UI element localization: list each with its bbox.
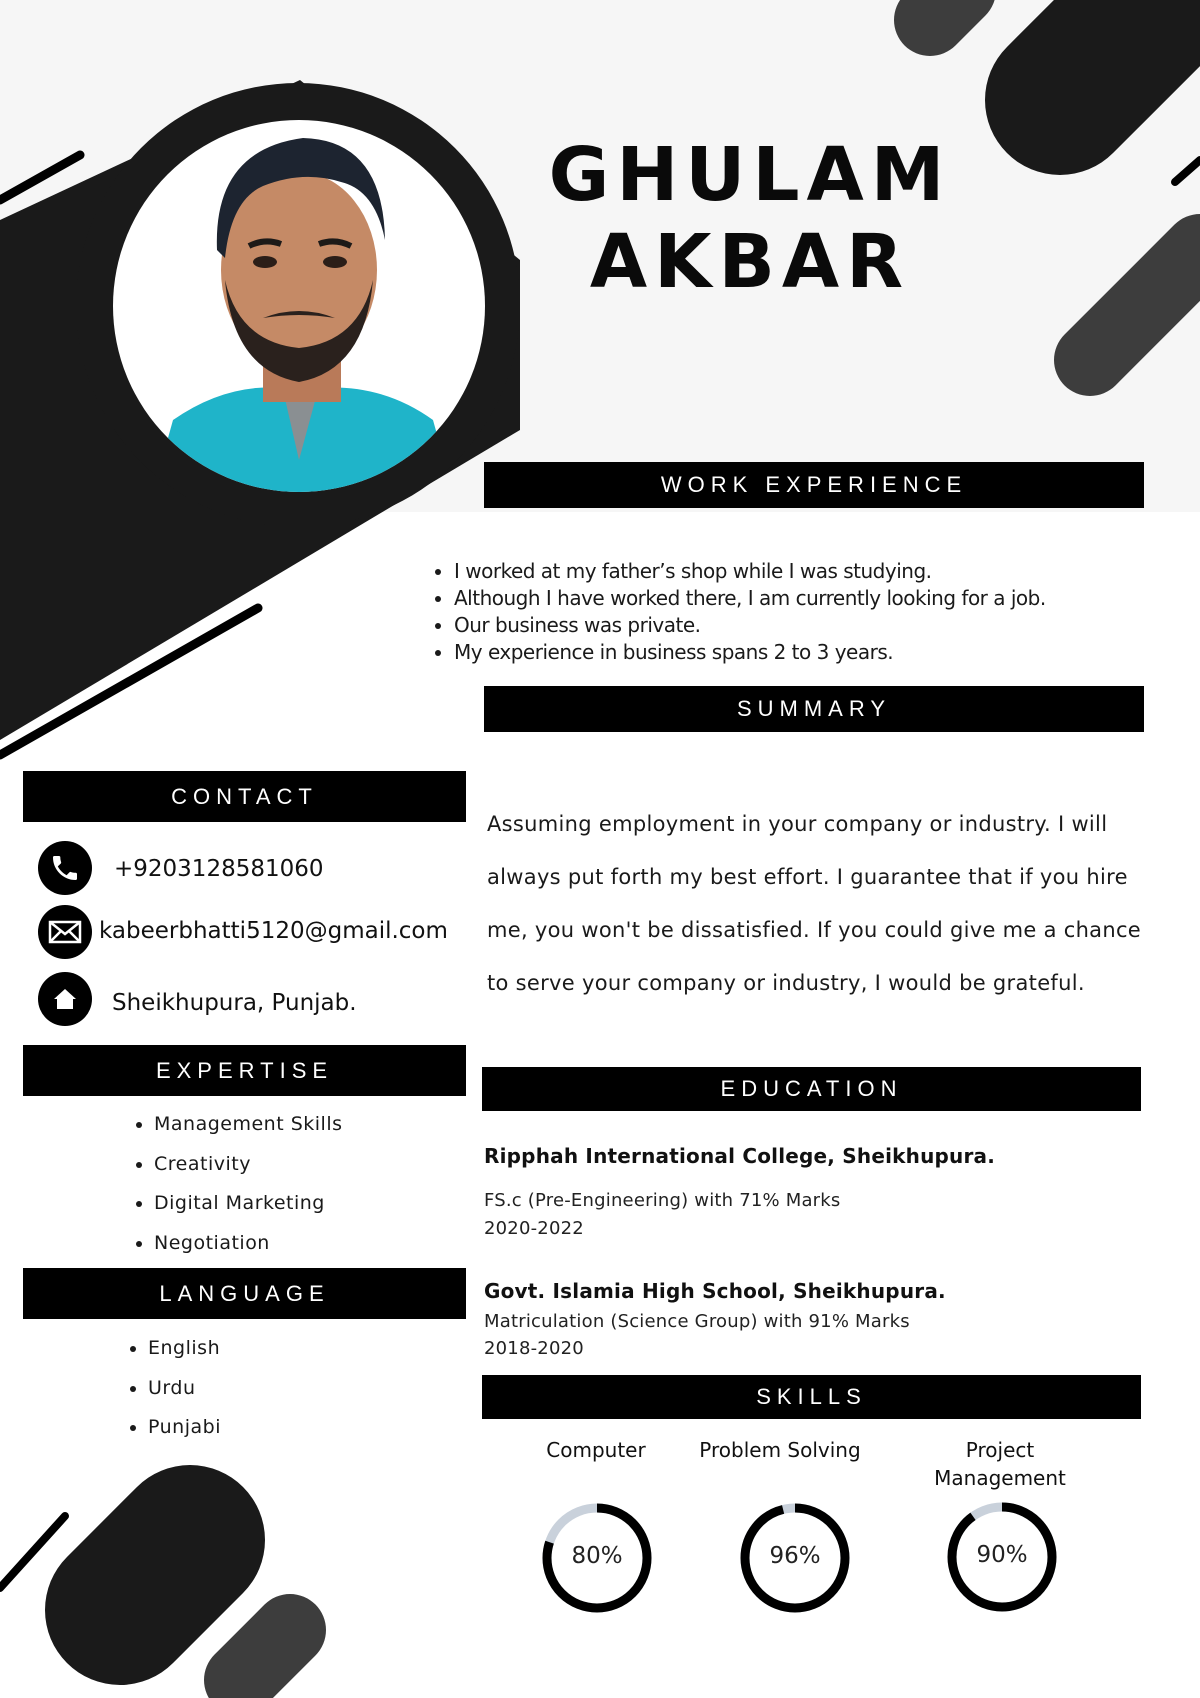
mail-icon (38, 905, 92, 959)
education-heading: EDUCATION (482, 1067, 1141, 1111)
skill-label-problem-solving: Problem Solving (699, 1438, 861, 1462)
work-experience-list (428, 558, 1174, 666)
skill-value-computer: 80% (571, 1543, 623, 1569)
skill-value-project-management: 90% (976, 1542, 1028, 1568)
list-item: • Urdu (148, 1374, 221, 1414)
contact-email[interactable]: kabeerbhatti5120@gmail.com (99, 918, 448, 944)
list-item: • Creativity (154, 1150, 343, 1190)
profile-photo (113, 120, 485, 492)
language-heading: LANGUAGE (23, 1268, 466, 1319)
contact-heading: CONTACT (23, 771, 466, 822)
skill-value-problem-solving: 96% (769, 1543, 821, 1569)
list-item: • English (148, 1334, 221, 1374)
phone-icon (38, 841, 92, 895)
skill-label-computer: Computer (546, 1438, 646, 1462)
expertise-heading: EXPERTISE (23, 1045, 466, 1096)
list-item: • Our business was private. (454, 612, 1174, 639)
education-degree-1: FS.c (Pre-Engineering) with 71% Marks (484, 1190, 841, 1211)
expertise-list (128, 1110, 343, 1268)
list-item: • Although I have worked there, I am currently looking for a job. (454, 585, 1174, 612)
education-years-1: 2020-2022 (484, 1218, 584, 1239)
education-degree-2: Matriculation (Science Group) with 91% Marks (484, 1311, 910, 1332)
list-item: • My experience in business spans 2 to 3 years. (454, 639, 1174, 666)
education-school-2: Govt. Islamia High School, Sheikhupura. (484, 1279, 946, 1303)
contact-address: Sheikhupura, Punjab. (112, 990, 357, 1016)
education-years-2: 2018-2020 (484, 1338, 584, 1359)
summary-heading: SUMMARY (484, 686, 1144, 732)
contact-phone: +9203128581060 (114, 856, 324, 882)
language-list (122, 1334, 221, 1453)
last-name: AKBAR (589, 219, 911, 305)
list-item: • Management Skills (154, 1110, 343, 1150)
list-item: • Digital Marketing (154, 1189, 343, 1229)
contact-address-row (38, 970, 92, 1028)
contact-phone-row (38, 839, 92, 897)
list-item: • Negotiation (154, 1229, 343, 1269)
summary-text: Assuming employment in your company or industry. I will always put forth my best effort. I guarantee that if you hire me, you won't be dissatisfied. If you could give me a chance to serve your company or industry, I would be grateful. (487, 812, 1142, 995)
work-experience-heading: WORK EXPERIENCE (484, 462, 1144, 508)
education-school-1: Ripphah International College, Sheikhupura. (484, 1144, 996, 1168)
list-item: • I worked at my father’s shop while I was studying. (454, 558, 1174, 585)
skill-label-project-management: Project Management (934, 1438, 1066, 1490)
first-name: GHULAM (548, 132, 952, 218)
list-item: • Punjabi (148, 1413, 221, 1453)
contact-email-row (38, 903, 92, 961)
skills-heading: SKILLS (482, 1375, 1141, 1419)
home-icon (38, 972, 92, 1026)
